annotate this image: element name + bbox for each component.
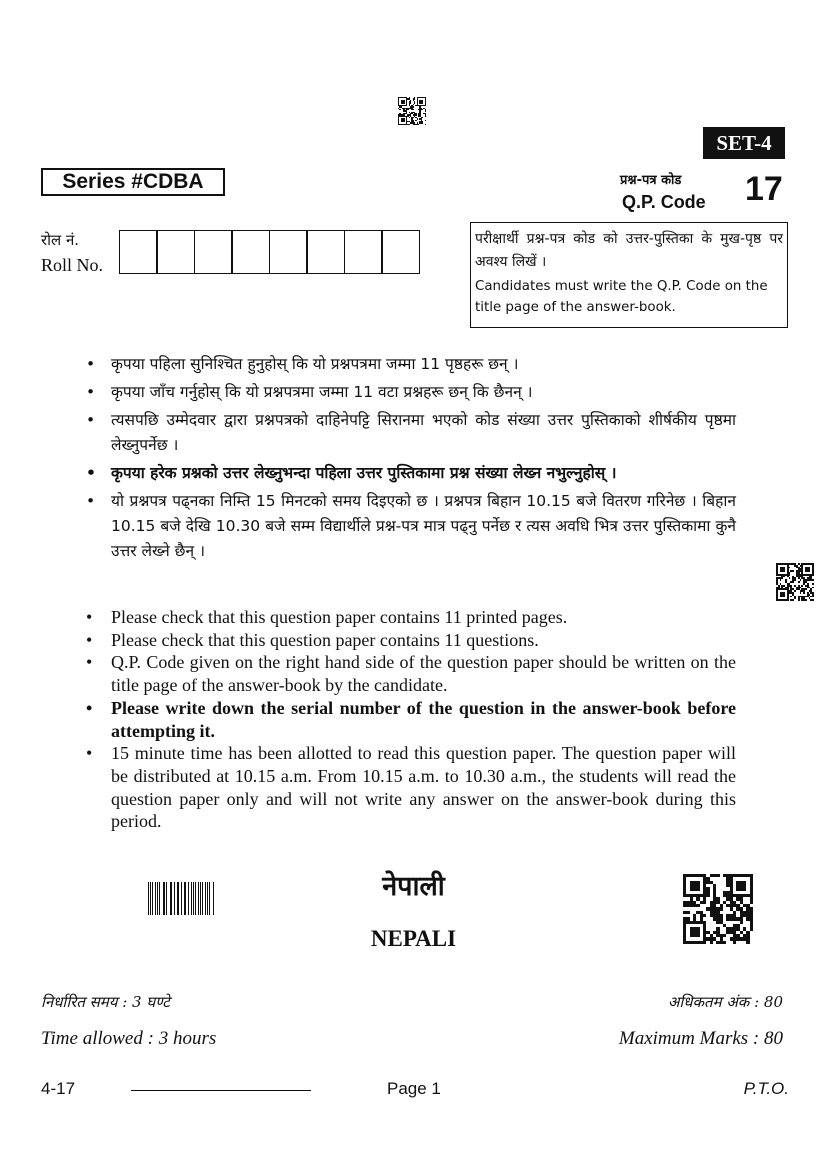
candidate-note-box	[470, 222, 788, 328]
candidate-note-ne: परीक्षार्थी प्रश्न-पत्र कोड को उत्तर-पुस्तिका के मुख-पृष्ठ पर अवश्य लिखें ।	[475, 231, 783, 270]
roll-number-box[interactable]	[381, 230, 420, 274]
instructions-english	[84, 606, 736, 833]
roll-number-box[interactable]	[269, 230, 308, 274]
roll-number-box[interactable]	[156, 230, 195, 274]
qp-code-label-en: Q.P. Code	[622, 192, 706, 212]
instruction-en-item: • Please check that this question paper contains 11 printed pages.	[84, 606, 736, 629]
footer-code: 4-17	[41, 1079, 76, 1098]
qr-code-side	[776, 563, 814, 601]
roll-label-ne: रोल नं.	[41, 231, 80, 249]
instructions-nepali	[84, 352, 736, 567]
footer-divider	[131, 1090, 311, 1091]
instruction-en-item: • Please write down the serial number of the question in the answer-book before attempting it.	[84, 697, 736, 742]
time-allowed-en: Time allowed : 3 hours	[41, 1028, 217, 1049]
time-allowed-ne: निर्धारित समय : 3 घण्टे	[41, 993, 170, 1011]
instruction-ne-item: • यो प्रश्नपत्र पढ्नका निम्ति 15 मिनटको समय दिइएको छ । प्रश्नपत्र बिहान 10.15 बजे वितरण गरिनेछ । बिहान 10.15 बजे देखि 10.30 बजे सम्म विद्यार्थीले प्रश्न-पत्र मात्र पढ्नु पर्नेछ र त्यस अवधि भित्र उत्तर पुस्तिकामा कुनै उत्तर लेख्ने छैन् ।	[84, 489, 736, 564]
roll-label-en: Roll No.	[41, 255, 104, 275]
footer-page-number: Page 1	[387, 1079, 441, 1098]
candidate-note-en: Candidates must write the Q.P. Code on the title page of the answer-book.	[475, 279, 768, 315]
instruction-ne-item: • कृपया पहिला सुनिश्चित हुनुहोस् कि यो प्रश्नपत्रमा जम्मा 11 पृष्ठहरू छन् ।	[84, 352, 736, 377]
qr-code-top	[398, 97, 426, 125]
series-label: Series #CDBA	[41, 168, 225, 196]
roll-number-box[interactable]	[344, 230, 383, 274]
roll-number-box[interactable]	[119, 230, 158, 274]
max-marks-en: Maximum Marks : 80	[618, 1028, 783, 1049]
instruction-en-item: • Please check that this question paper contains 11 questions.	[84, 629, 736, 652]
roll-number-boxes[interactable]	[120, 230, 420, 274]
instruction-ne-item: • त्यसपछि उम्मेदवार द्वारा प्रश्नपत्रको दाहिनेपट्टि सिरानमा भएको कोड संख्या उत्तर पुस्तिकाको शीर्षकीय पृष्ठमा लेख्नुपर्नेछ ।	[84, 408, 736, 458]
instruction-en-item: • 15 minute time has been allotted to read this question paper. The question paper will be distributed at 10.15 a.m. From 10.15 a.m. to 10.30 a.m., the students will read the question paper only and will not write any answer on the answer-book during this period.	[84, 742, 736, 833]
roll-number-box[interactable]	[231, 230, 270, 274]
instruction-ne-item: • कृपया हरेक प्रश्नको उत्तर लेख्नुभन्दा पहिला उत्तर पुस्तिकामा प्रश्न संख्या लेख्न नभुल्नुहोस् ।	[84, 461, 736, 486]
footer-pto: P.T.O.	[743, 1079, 789, 1098]
qp-code-value: 17	[745, 170, 783, 208]
subject-title-en: NEPALI	[370, 926, 457, 951]
subject-title-ne: नेपाली	[382, 871, 445, 902]
qp-code-label-ne: प्रश्न-पत्र कोड	[620, 173, 682, 188]
max-marks-ne: अधिकतम अंक : 80	[667, 993, 783, 1011]
roll-number-box[interactable]	[306, 230, 345, 274]
instruction-en-item: • Q.P. Code given on the right hand side of the question paper should be written on the title page of the answer-book by the candidate.	[84, 651, 736, 696]
instruction-ne-item: • कृपया जाँच गर्नुहोस् कि यो प्रश्नपत्रमा जम्मा 11 वटा प्रश्नहरू छन् कि छैनन् ।	[84, 380, 736, 405]
roll-number-box[interactable]	[194, 230, 233, 274]
set-badge: SET-4	[703, 127, 785, 159]
